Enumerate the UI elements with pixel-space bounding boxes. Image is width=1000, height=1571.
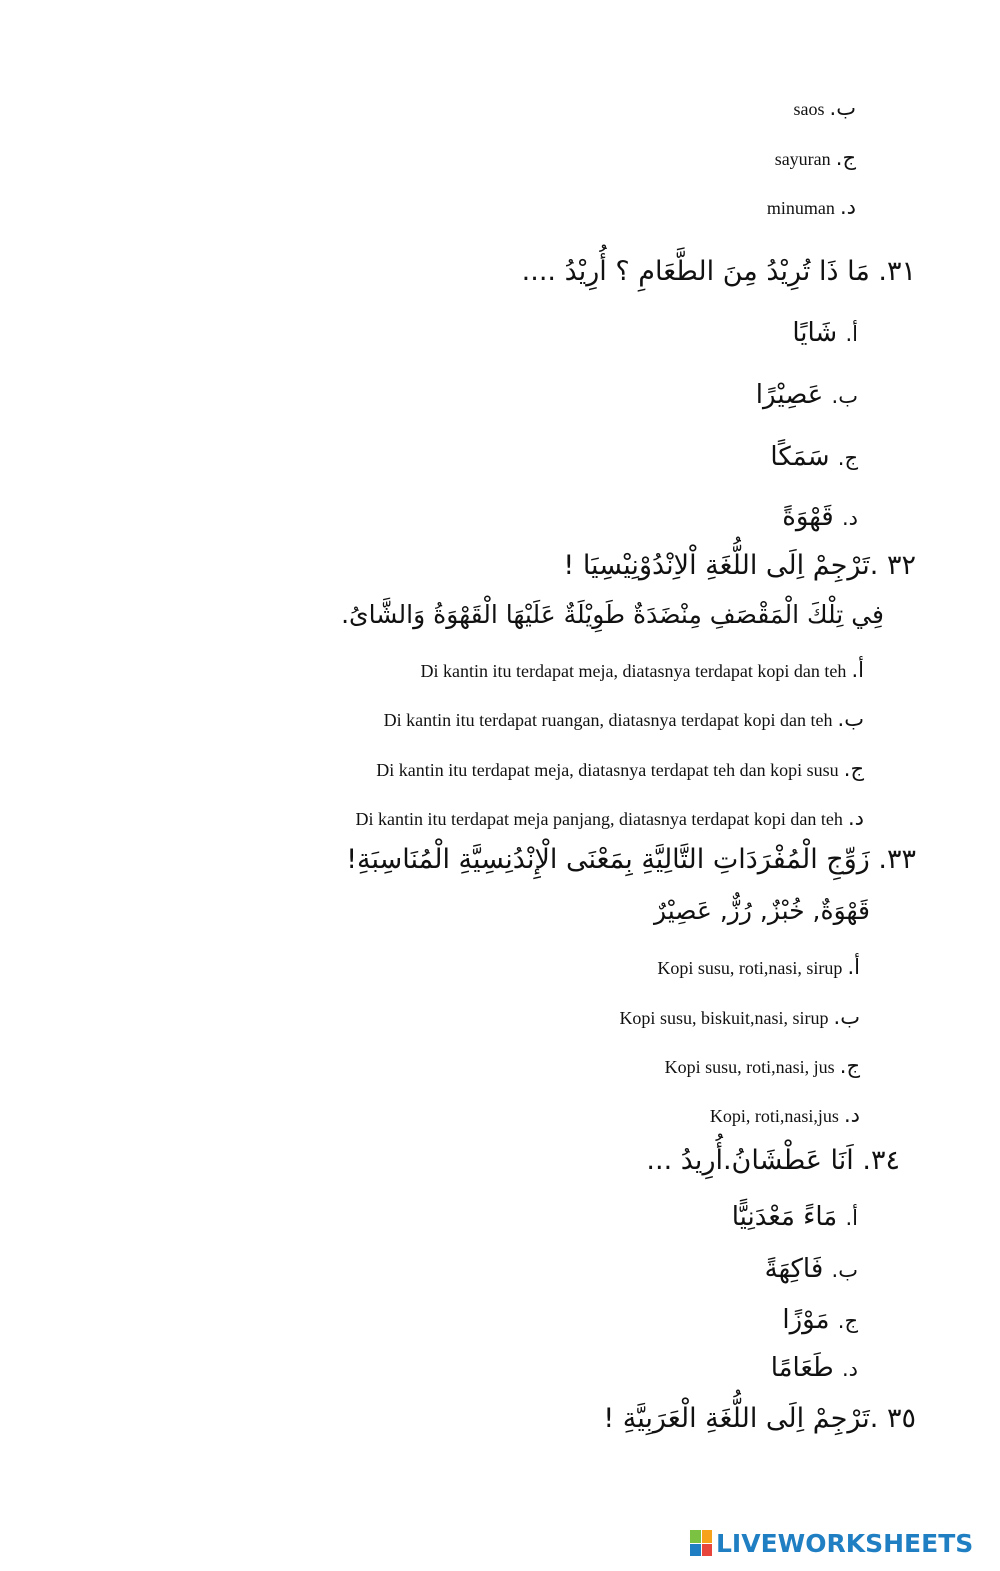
q32-option-c-text: Di kantin itu terdapat meja, diatasnya terdapat teh dan kopi susu (376, 760, 839, 780)
q31-question: ٣١. مَا ذَا تُرِيْدُ مِنَ الطَّعَامِ ؟ أُرِيْدُ .... (521, 256, 916, 287)
q34-option-b: ب. فَاكِهَةً (764, 1254, 858, 1284)
q32-option-b: ب. Di kantin itu terdapat ruangan, diatasnya terdapat kopi dan teh (383, 707, 864, 731)
q35-question: ٣٥ .تَرْجِمْ اِلَى اللُّغَةِ الْعَرَبِيَّةِ ! (603, 1403, 916, 1434)
q33-option-c-text: Kopi susu, roti,nasi, jus (664, 1057, 835, 1077)
logo-text: LIVEWORKSHEETS (716, 1528, 974, 1558)
q32-option-c: ج. Di kantin itu terdapat meja, diatasnya terdapat teh dan kopi susu (376, 757, 864, 781)
q30-option-b-text: saos (793, 99, 825, 119)
q32-option-a: أ. Di kantin itu terdapat meja, diatasnya terdapat kopi dan teh (420, 658, 864, 682)
q33-option-a-text: Kopi susu, roti,nasi, sirup (657, 958, 843, 978)
q33-option-a: أ. Kopi susu, roti,nasi, sirup (657, 955, 860, 979)
q33-option-b: ب. Kopi susu, biskuit,nasi, sirup (619, 1005, 860, 1029)
q34-option-d: د. طَعَامًا (770, 1353, 858, 1383)
q32-option-d: د. Di kantin itu terdapat meja panjang, diatasnya terdapat kopi dan teh (355, 806, 864, 830)
q30-option-d-text: minuman (766, 198, 835, 218)
q31-option-b: ب. عَصِيْرًا (755, 380, 858, 410)
q30-option-c: ج. sayuran (774, 146, 856, 170)
q30-option-b: ب. saos (793, 96, 856, 120)
q33-option-b-text: Kopi susu, biskuit,nasi, sirup (619, 1008, 829, 1028)
q31-option-c: ج. سَمَكًا (770, 442, 858, 472)
q31-option-a: أ. شَايًا (792, 318, 858, 348)
q32-question: ٣٢ .تَرْجِمْ اِلَى اللُّغَةِ اْلاِنْدُوْنِيْسِيَا ! (563, 550, 916, 581)
q34-option-a: أ. مَاءً مَعْدَنِيًّا (731, 1202, 858, 1232)
q30-option-c-text: sayuran (774, 149, 831, 169)
q34-question: ٣٤. اَنَا عَطْشَانُ.أُرِيدُ ... (646, 1145, 900, 1176)
q33-option-d: د. Kopi, roti,nasi,jus (709, 1103, 860, 1127)
q32-option-d-text: Di kantin itu terdapat meja panjang, diatasnya terdapat kopi dan teh (355, 809, 843, 829)
q33-question: ٣٣. زَوِّجِ الْمُفْرَدَاتِ التَّالِيَّةِ بِمَعْنَى الْإِنْدُنِسِيَّةِ الْمُنَاسِبَةِ! (346, 844, 916, 875)
q30-option-d: د. minuman (766, 195, 856, 219)
q33-option-c: ج. Kopi susu, roti,nasi, jus (664, 1054, 860, 1078)
q33-option-d-text: Kopi, roti,nasi,jus (709, 1106, 839, 1126)
liveworksheets-logo (690, 1526, 973, 1560)
logo-mark-icon (690, 1530, 712, 1556)
q32-sentence: فِي تِلْكَ الْمَقْصَفِ مِنْضَدَةٌ طَوِيْلَةٌ عَلَيْهَا الْقَهْوَةُ وَالشَّاىُ. (341, 600, 884, 629)
q31-option-d: د. قَهْوَةً (782, 502, 858, 532)
q32-option-a-text: Di kantin itu terdapat meja, diatasnya terdapat kopi dan teh (420, 661, 847, 681)
q34-option-c: ج. مَوْزًا (782, 1305, 858, 1335)
q32-option-b-text: Di kantin itu terdapat ruangan, diatasnya terdapat kopi dan teh (383, 710, 833, 730)
q33-words: قَهْوَةٌ, خُبْزٌ, رُزٌّ, عَصِيْرٌ (653, 896, 870, 925)
